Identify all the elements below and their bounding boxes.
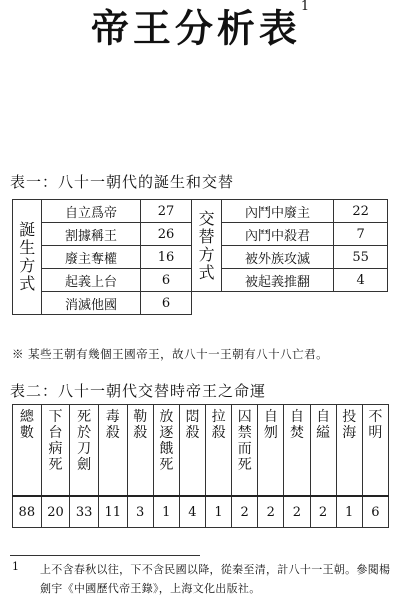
- right-row-label: 被外族攻滅: [221, 246, 334, 269]
- table1-note: ※ 某些王朝有幾個王國帝王，故八十一王朝有八十八亡君。: [12, 347, 329, 361]
- right-row-label: 內鬥中殺君: [221, 223, 334, 246]
- header-cell: 不明: [362, 405, 388, 497]
- right-row-label: 被起義推翻: [221, 269, 334, 292]
- table-row: [13, 292, 388, 315]
- value-cell: 1: [206, 496, 232, 528]
- footnote-divider: [10, 555, 200, 556]
- header-cell: 自縊: [310, 405, 336, 497]
- footnote-text: 上不含春秋以往，下不含民國以降，從秦至清，計八十一王朝。參閱楊劍宇《中國歷代帝王錄》，上海文化出版社。: [40, 563, 391, 595]
- value-cell: 11: [98, 496, 127, 528]
- table1-caption: 表一：八十一朝代的誕生和交替: [10, 173, 235, 191]
- value-cell: 33: [70, 496, 99, 528]
- table2-caption: 表二：八十一朝代交替時帝王之命運: [10, 382, 267, 400]
- left-row-value: 26: [140, 223, 192, 246]
- table2-fates-of-emperors: [12, 404, 389, 528]
- header-cell: 囚禁而死: [232, 405, 258, 497]
- value-cell: 88: [13, 496, 42, 528]
- title-footnote-marker: 1: [300, 0, 310, 14]
- value-cell: 2: [232, 496, 258, 528]
- header-cell: 自焚: [284, 405, 310, 497]
- right-row-value: 4: [334, 269, 388, 292]
- value-cell: 1: [336, 496, 362, 528]
- header-cell: 毒殺: [98, 405, 127, 497]
- value-cell: 2: [284, 496, 310, 528]
- left-row-label: 自立爲帝: [42, 200, 140, 223]
- value-cell: 4: [179, 496, 205, 528]
- left-row-label: 廢主奪權: [42, 246, 140, 269]
- header-row: [13, 405, 389, 497]
- footnote-number: 1: [12, 560, 19, 573]
- right-row-value: 7: [334, 223, 388, 246]
- left-category-label: 誕生方式: [19, 220, 36, 293]
- right-category-label: 交替方式: [198, 208, 215, 282]
- right-category-cell: [192, 200, 221, 292]
- header-cell: 總數: [13, 405, 42, 497]
- left-row-label: 消滅他國: [42, 292, 140, 315]
- value-cell: 3: [127, 496, 153, 528]
- value-cell: 1: [153, 496, 179, 528]
- empty-cell: [221, 292, 334, 315]
- left-row-value: 16: [140, 246, 192, 269]
- table-row: [13, 200, 388, 223]
- value-cell: 2: [310, 496, 336, 528]
- header-cell: 拉殺: [206, 405, 232, 497]
- header-cell: 死於刀劍: [70, 405, 99, 497]
- left-category-cell: [13, 200, 42, 315]
- header-cell: 悶殺: [179, 405, 205, 497]
- right-row-value: 55: [334, 246, 388, 269]
- left-row-value: 6: [140, 292, 192, 315]
- left-row-value: 27: [140, 200, 192, 223]
- header-cell: 投海: [336, 405, 362, 497]
- header-cell: 自刎: [258, 405, 284, 497]
- value-cell: 20: [41, 496, 70, 528]
- header-cell: 放逐餓死: [153, 405, 179, 497]
- empty-cell: [192, 292, 221, 315]
- values-row: [13, 496, 389, 528]
- left-row-label: 起義上台: [42, 269, 140, 292]
- left-row-value: 6: [140, 269, 192, 292]
- table1-births-and-transitions: [12, 199, 388, 315]
- empty-cell: [334, 292, 388, 315]
- value-cell: 6: [362, 496, 388, 528]
- header-cell: 下台病死: [41, 405, 70, 497]
- header-cell: 勒殺: [127, 405, 153, 497]
- right-row-label: 內鬥中廢主: [221, 200, 334, 223]
- page-title: 帝王分析表$^1$: [90, 0, 310, 51]
- left-row-label: 割據稱王: [42, 223, 140, 246]
- value-cell: 2: [258, 496, 284, 528]
- right-row-value: 22: [334, 200, 388, 223]
